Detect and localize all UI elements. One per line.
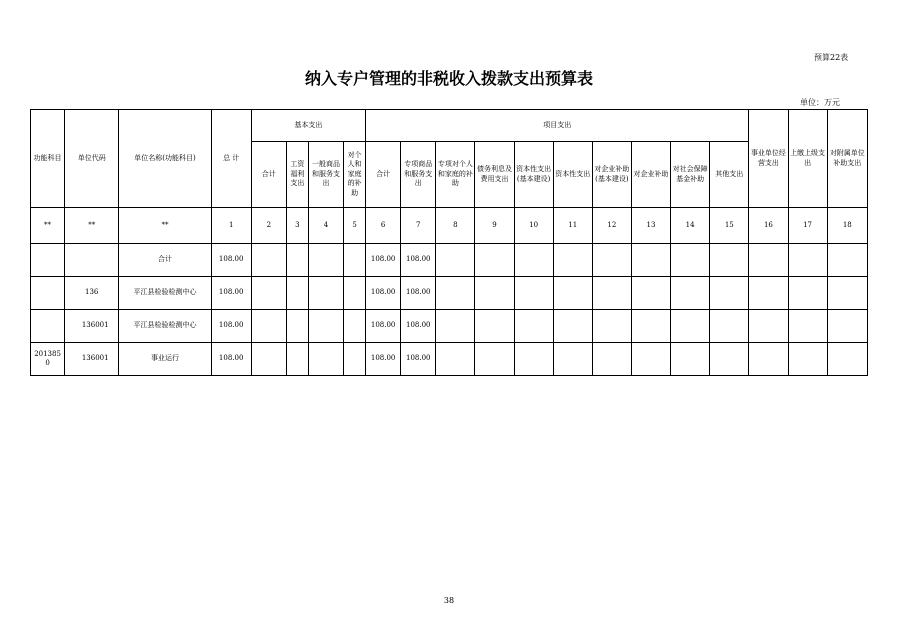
project-total-cell: 108.00 <box>366 244 401 277</box>
empty-cell <box>631 244 670 277</box>
empty-cell <box>827 310 867 343</box>
empty-cell <box>592 343 631 376</box>
unit-name-cell: 平江县检验检测中心 <box>119 277 211 310</box>
basic-total-cell <box>251 310 286 343</box>
header-wages: 工资福利支出 <box>286 142 308 208</box>
total-cell: 108.00 <box>211 244 251 277</box>
table-row <box>31 310 868 343</box>
header-basic-group: 基本支出 <box>251 110 365 142</box>
header-basic-total: 合计 <box>251 142 286 208</box>
header-upper-remit: 上缴上级支出 <box>788 110 827 208</box>
header-enterprise-basic: 对企业补助(基本建设) <box>592 142 631 208</box>
header-social-fund: 对社会保障基金补助 <box>671 142 710 208</box>
index-cell: 7 <box>401 208 436 244</box>
index-cell: ** <box>31 208 65 244</box>
personal-subsidy-cell <box>344 277 366 310</box>
empty-cell <box>749 310 788 343</box>
empty-cell <box>553 343 592 376</box>
header-affiliate-subsidy: 对附属单位补助支出 <box>827 110 867 208</box>
unit-code-cell: 136001 <box>65 343 119 376</box>
empty-cell <box>436 310 475 343</box>
empty-cell <box>827 277 867 310</box>
empty-cell <box>749 343 788 376</box>
index-cell: 3 <box>286 208 308 244</box>
general-goods-cell <box>308 244 343 277</box>
wages-cell <box>286 244 308 277</box>
empty-cell <box>475 244 514 277</box>
header-func-subject: 功能科目 <box>31 110 65 208</box>
header-personal-subsidy: 对个人和家庭的补助 <box>344 142 366 208</box>
empty-cell <box>827 244 867 277</box>
empty-cell <box>553 277 592 310</box>
empty-cell <box>631 277 670 310</box>
index-cell: 12 <box>592 208 631 244</box>
empty-cell <box>788 277 827 310</box>
index-cell: 13 <box>631 208 670 244</box>
empty-cell <box>710 244 749 277</box>
column-index-row <box>31 208 868 244</box>
unit-name-cell: 平江县检验检测中心 <box>119 310 211 343</box>
func-subject-cell <box>31 244 65 277</box>
empty-cell <box>553 244 592 277</box>
header-unit-code: 单位代码 <box>65 110 119 208</box>
general-goods-cell <box>308 310 343 343</box>
empty-cell <box>631 343 670 376</box>
empty-cell <box>592 277 631 310</box>
func-subject-cell: 2013850 <box>31 343 65 376</box>
empty-cell <box>749 277 788 310</box>
personal-subsidy-cell <box>344 244 366 277</box>
header-unit-name: 单位名称(功能科目) <box>119 110 211 208</box>
unit-name-cell: 合计 <box>119 244 211 277</box>
special-goods-cell: 108.00 <box>401 343 436 376</box>
index-cell: 18 <box>827 208 867 244</box>
index-cell: 14 <box>671 208 710 244</box>
empty-cell <box>710 310 749 343</box>
personal-subsidy-cell <box>344 310 366 343</box>
header-other: 其他支出 <box>710 142 749 208</box>
header-total: 总 计 <box>211 110 251 208</box>
header-row-1 <box>31 110 868 142</box>
header-operating: 事业单位经营支出 <box>749 110 788 208</box>
index-cell: ** <box>65 208 119 244</box>
index-cell: 10 <box>514 208 553 244</box>
wages-cell <box>286 343 308 376</box>
empty-cell <box>631 310 670 343</box>
empty-cell <box>788 244 827 277</box>
special-goods-cell: 108.00 <box>401 310 436 343</box>
general-goods-cell <box>308 343 343 376</box>
index-cell: 11 <box>553 208 592 244</box>
header-debt-interest: 债务利息及费用支出 <box>475 142 514 208</box>
total-cell: 108.00 <box>211 310 251 343</box>
empty-cell <box>710 277 749 310</box>
index-cell: ** <box>119 208 211 244</box>
unit-code-cell: 136 <box>65 277 119 310</box>
empty-cell <box>475 277 514 310</box>
project-total-cell: 108.00 <box>366 310 401 343</box>
empty-cell <box>671 343 710 376</box>
wages-cell <box>286 310 308 343</box>
personal-subsidy-cell <box>344 343 366 376</box>
special-goods-cell: 108.00 <box>401 244 436 277</box>
empty-cell <box>514 244 553 277</box>
empty-cell <box>827 343 867 376</box>
index-cell: 2 <box>251 208 286 244</box>
basic-total-cell <box>251 277 286 310</box>
empty-cell <box>749 244 788 277</box>
form-number: 预算22表 <box>814 53 849 62</box>
empty-cell <box>788 310 827 343</box>
empty-cell <box>475 343 514 376</box>
wages-cell <box>286 277 308 310</box>
unit-name-cell: 事业运行 <box>119 343 211 376</box>
func-subject-cell <box>31 277 65 310</box>
index-cell: 5 <box>344 208 366 244</box>
page-title: 纳入专户管理的非税收入拨款支出预算表 <box>304 69 593 88</box>
index-cell: 1 <box>211 208 251 244</box>
empty-cell <box>671 244 710 277</box>
empty-cell <box>514 310 553 343</box>
index-cell: 15 <box>710 208 749 244</box>
project-total-cell: 108.00 <box>366 343 401 376</box>
header-general-goods: 一般商品和服务支出 <box>308 142 343 208</box>
index-cell: 8 <box>436 208 475 244</box>
project-total-cell: 108.00 <box>366 277 401 310</box>
index-cell: 9 <box>475 208 514 244</box>
budget-table <box>30 109 868 376</box>
empty-cell <box>553 310 592 343</box>
empty-cell <box>436 244 475 277</box>
table-row <box>31 277 868 310</box>
general-goods-cell <box>308 277 343 310</box>
basic-total-cell <box>251 343 286 376</box>
total-cell: 108.00 <box>211 343 251 376</box>
total-cell: 108.00 <box>211 277 251 310</box>
empty-cell <box>436 343 475 376</box>
table-row <box>31 244 868 277</box>
header-special-goods: 专项商品和服务支出 <box>401 142 436 208</box>
index-cell: 6 <box>366 208 401 244</box>
empty-cell <box>710 343 749 376</box>
unit-code-cell <box>65 244 119 277</box>
header-special-personal: 专项对个人和家庭的补助 <box>436 142 475 208</box>
page-number: 38 <box>443 596 455 605</box>
empty-cell <box>788 343 827 376</box>
header-capital-basic: 资本性支出(基本建设) <box>514 142 553 208</box>
header-project-group: 项目支出 <box>366 110 749 142</box>
table-row <box>31 343 868 376</box>
empty-cell <box>592 310 631 343</box>
header-capital: 资本性支出 <box>553 142 592 208</box>
unit-label: 单位：万元 <box>800 98 840 107</box>
basic-total-cell <box>251 244 286 277</box>
empty-cell <box>475 310 514 343</box>
empty-cell <box>592 244 631 277</box>
empty-cell <box>671 310 710 343</box>
header-enterprise: 对企业补助 <box>631 142 670 208</box>
unit-code-cell: 136001 <box>65 310 119 343</box>
special-goods-cell: 108.00 <box>401 277 436 310</box>
empty-cell <box>514 343 553 376</box>
empty-cell <box>671 277 710 310</box>
empty-cell <box>514 277 553 310</box>
index-cell: 4 <box>308 208 343 244</box>
index-cell: 16 <box>749 208 788 244</box>
index-cell: 17 <box>788 208 827 244</box>
empty-cell <box>436 277 475 310</box>
func-subject-cell <box>31 310 65 343</box>
header-project-total: 合计 <box>366 142 401 208</box>
